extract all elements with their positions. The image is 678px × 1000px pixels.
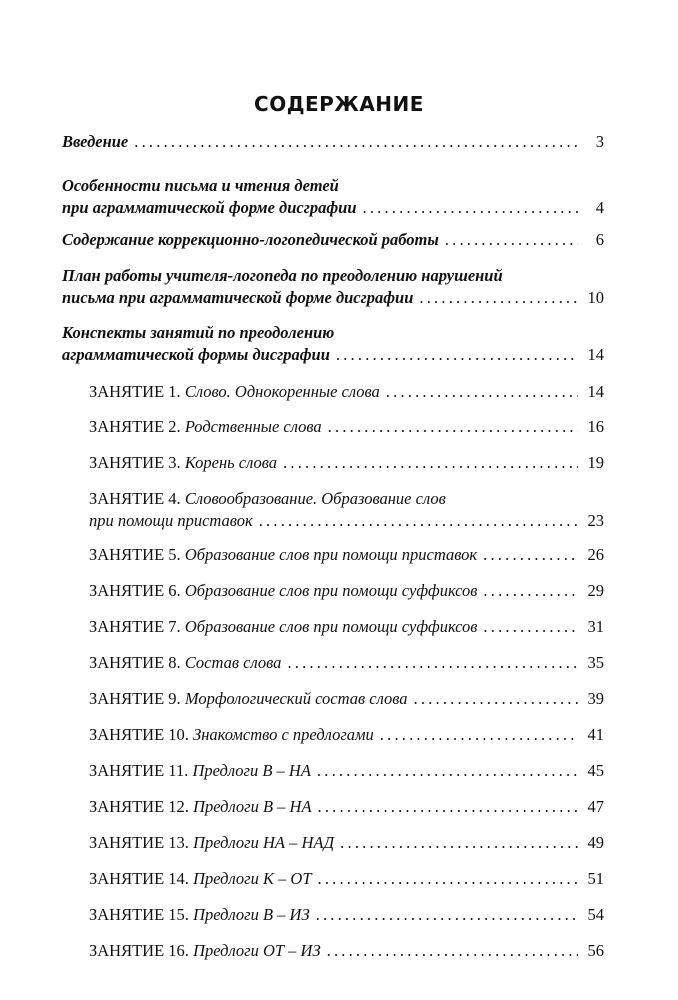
toc-entry-lesson-1 (89, 381, 604, 403)
lesson-topic: Знакомство с предлогами (193, 725, 374, 744)
toc-entry-lesson-6 (89, 580, 604, 602)
page-number: 10 (587, 288, 604, 307)
page-number: 14 (587, 382, 604, 401)
dot-leader (317, 760, 578, 782)
page-number: 29 (587, 581, 604, 600)
lesson-label: ЗАНЯТИЕ 13. (89, 833, 189, 852)
entry-title: письма при аграмматической форме дисграфии (62, 288, 414, 307)
page-number: 26 (587, 545, 604, 564)
page-number: 45 (587, 761, 604, 780)
lesson-topic: при помощи приставок (89, 511, 253, 530)
toc-entry-lesson-7 (89, 616, 604, 638)
dot-leader (483, 544, 578, 566)
lesson-topic: Словообразование. Образование слов (184, 489, 446, 508)
lesson-topic: Корень слова (184, 453, 278, 472)
page-number: 51 (587, 869, 604, 888)
lesson-topic: Морфологический состав слова (184, 689, 408, 708)
toc-entry-lesson-8 (89, 652, 604, 674)
entry-title: аграмматической формы дисграфии (62, 345, 330, 364)
toc-entry-lesson-12 (89, 796, 604, 818)
entry-title: Содержание коррекционно-логопедической работы (62, 230, 439, 249)
page-number: 54 (587, 905, 604, 924)
lesson-label: ЗАНЯТИЕ 2. (89, 417, 181, 436)
dot-leader (283, 452, 578, 474)
dot-leader (363, 197, 579, 219)
lesson-topic: Родственные слова (184, 417, 322, 436)
lesson-label: ЗАНЯТИЕ 16. (89, 941, 189, 960)
dot-leader (328, 416, 578, 438)
toc-entry-lesson-notes (62, 322, 604, 366)
dot-leader (259, 510, 578, 532)
dot-leader (134, 131, 578, 153)
toc-entry-lesson-14 (89, 868, 604, 890)
dot-leader (340, 832, 578, 854)
lesson-label: ЗАНЯТИЕ 11. (89, 761, 189, 780)
toc-entry-lesson-9 (89, 688, 604, 710)
dot-leader (318, 796, 578, 818)
page-number: 6 (595, 230, 604, 249)
page-number: 23 (587, 511, 604, 530)
page-number: 35 (587, 653, 604, 672)
dot-leader (287, 652, 578, 674)
lesson-label: ЗАНЯТИЕ 15. (89, 905, 189, 924)
toc-entry-correction-content (62, 229, 604, 251)
page-number: 56 (587, 941, 604, 960)
entry-title: при аграмматической форме дисграфии (62, 198, 357, 217)
lesson-topic: Предлоги В – НА (192, 761, 311, 780)
lesson-label: ЗАНЯТИЕ 9. (89, 689, 181, 708)
page-number: 47 (587, 797, 604, 816)
lesson-topic: Предлоги ОТ – ИЗ (193, 941, 321, 960)
page-number: 16 (587, 417, 604, 436)
page-title: СОДЕРЖАНИЕ (254, 92, 424, 116)
dot-leader (318, 868, 579, 890)
toc-entry-lesson-16 (89, 940, 604, 962)
lesson-label: ЗАНЯТИЕ 12. (89, 797, 189, 816)
page-number: 49 (587, 833, 604, 852)
entry-title: План работы учителя-логопеда по преодолению нарушений (62, 266, 503, 285)
lesson-topic: Предлоги НА – НАД (193, 833, 335, 852)
dot-leader (386, 381, 578, 403)
lesson-topic: Предлоги К – ОТ (193, 869, 312, 888)
page-number: 41 (587, 725, 604, 744)
lesson-topic: Состав слова (184, 653, 282, 672)
entry-title: Особенности письма и чтения детей (62, 176, 339, 195)
lesson-label: ЗАНЯТИЕ 14. (89, 869, 189, 888)
lesson-topic: Предлоги В – НА (193, 797, 312, 816)
dot-leader (336, 344, 578, 366)
toc-entry-introduction (62, 131, 604, 153)
lesson-topic: Образование слов при помощи суффиксов (184, 581, 478, 600)
lesson-label: ЗАНЯТИЕ 7. (89, 617, 181, 636)
dot-leader (445, 229, 578, 251)
dot-leader (380, 724, 578, 746)
lesson-label: ЗАНЯТИЕ 3. (89, 453, 181, 472)
lesson-label: ЗАНЯТИЕ 4. (89, 489, 181, 508)
toc-entry-lesson-3 (89, 452, 604, 474)
page-number: 31 (587, 617, 604, 636)
lesson-label: ЗАНЯТИЕ 1. (89, 382, 181, 401)
toc-entry-lesson-2 (89, 416, 604, 438)
lesson-topic: Образование слов при помощи суффиксов (184, 617, 478, 636)
entry-title: Конспекты занятий по преодолению (62, 323, 335, 342)
entry-title: Введение (62, 132, 129, 151)
page-number: 4 (595, 198, 604, 217)
lesson-label: ЗАНЯТИЕ 5. (89, 545, 181, 564)
dot-leader (414, 688, 578, 710)
dot-leader (327, 940, 578, 962)
toc-entry-lesson-15 (89, 904, 604, 926)
page-number: 3 (595, 132, 604, 151)
page-number: 39 (587, 689, 604, 708)
dot-leader (483, 616, 578, 638)
toc-entry-features (62, 175, 604, 219)
page-number: 14 (587, 345, 604, 364)
lesson-topic: Образование слов при помощи приставок (184, 545, 478, 564)
lesson-topic: Предлоги В – ИЗ (193, 905, 310, 924)
lesson-topic: Слово. Однокоренные слова (184, 382, 380, 401)
toc-entry-lesson-5 (89, 544, 604, 566)
dot-leader (316, 904, 578, 926)
toc-entry-lesson-10 (89, 724, 604, 746)
lesson-label: ЗАНЯТИЕ 6. (89, 581, 181, 600)
dot-leader (419, 287, 578, 309)
toc-entry-lesson-4 (89, 488, 604, 532)
lesson-label: ЗАНЯТИЕ 8. (89, 653, 181, 672)
dot-leader (483, 580, 578, 602)
page-number: 19 (587, 453, 604, 472)
lesson-label: ЗАНЯТИЕ 10. (89, 725, 189, 744)
toc-entry-lesson-13 (89, 832, 604, 854)
toc-entry-lesson-11 (89, 760, 604, 782)
toc-entry-work-plan (62, 265, 604, 309)
